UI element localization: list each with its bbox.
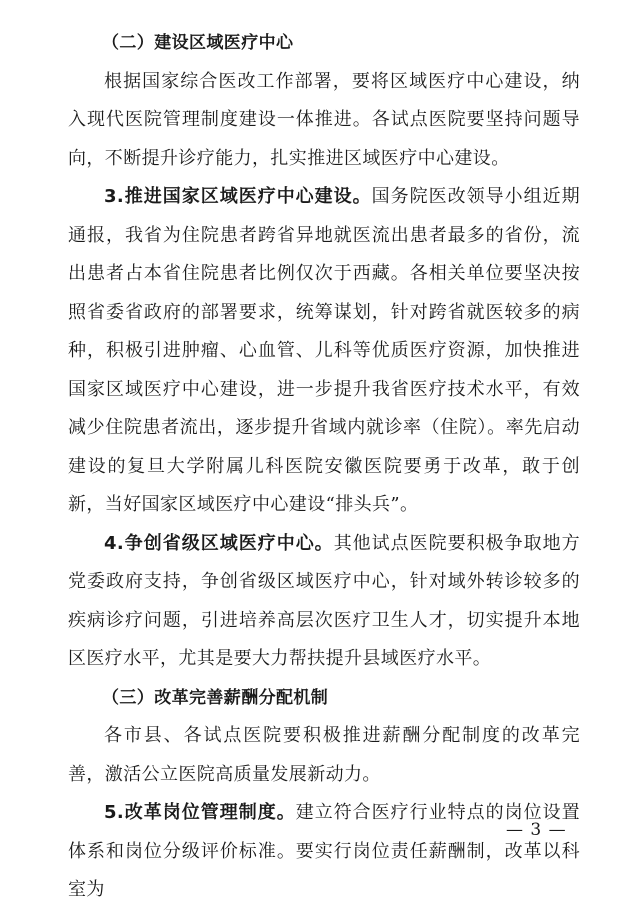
section-2-heading: （二）建设区域医疗中心 — [102, 33, 294, 53]
document-body — [68, 24, 580, 910]
section-3-intro-paragraph: 各市县、各试点医院要积极推进薪酬分配制度的改革完善，激活公立医院高质量发展新动力。 — [68, 725, 580, 785]
page-number: — 3 — — [506, 820, 567, 840]
item-3-body: 国务院医改领导小组近期通报，我省为住院患者跨省异地就医流出患者最多的省份，流出患者占本省住院患者比例仅次于西藏。各相关单位要坚决按照省委省政府的部署要求，统筹谋划，针对跨省就医较多的病种，积极引进肿瘤、心血管、儿科等优质医疗资源，加快推进国家区域医疗中心建设，进一步提升我省医疗技术水平，有效减少住院患者流出，逐步提升省域内就诊率（住院）。率先启动建设的复旦大学附属儿科医院安徽医院要勇于改革，敢于创新，当好国家区域医疗中心建设“排头兵”。 — [68, 186, 580, 515]
item-4-body: 其他试点医院要积极争取地方党委政府支持，争创省级区域医疗中心，针对域外转诊较多的疾病诊疗问题，引进培养高层次医疗卫生人才，切实提升本地区医疗水平，尤其是要大力帮扶提升县域医疗水平。 — [68, 532, 581, 669]
item-3-title: 3.推进国家区域医疗中心建设。 — [104, 186, 372, 207]
item-4-paragraph — [68, 525, 580, 679]
item-5-body: 建立符合医疗行业特点的岗位设置体系和岗位分级评价标准。要实行岗位责任薪酬制，改革以科室为 — [68, 802, 581, 900]
item-4-title: 4.争创省级区域医疗中心。 — [104, 532, 334, 554]
section-3-heading: （三）改革完善薪酬分配机制 — [102, 687, 329, 708]
item-5-title: 5.改革岗位管理制度。 — [104, 802, 296, 823]
item-3-paragraph — [68, 178, 580, 525]
section-2-intro-paragraph: 根据国家综合医改工作部署，要将区域医疗中心建设，纳入现代医院管理制度建设一体推进。各试点医院要坚持问题导向，不断提升诊疗能力，扎实推进区域医疗中心建设。 — [68, 70, 580, 169]
item-5-paragraph — [68, 794, 580, 910]
